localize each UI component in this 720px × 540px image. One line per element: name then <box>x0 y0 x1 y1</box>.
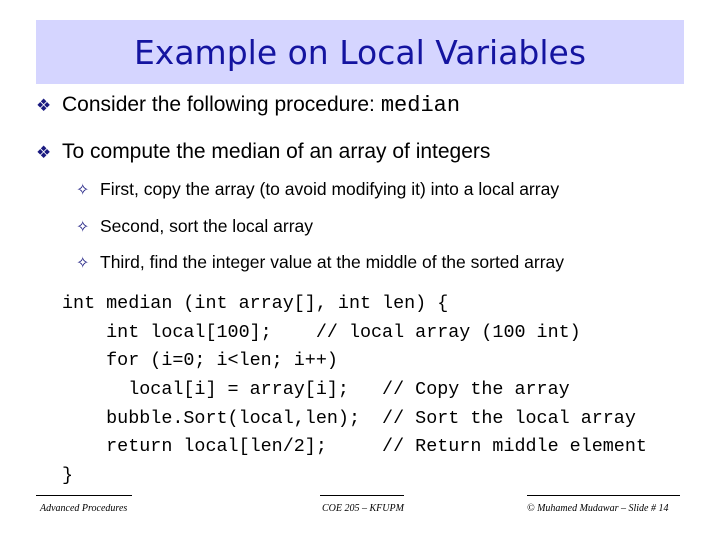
code-line: int median (int array[], int len) { <box>62 293 449 314</box>
code-block <box>62 290 647 491</box>
diamond-bullet-icon: ❖ <box>36 143 52 162</box>
bullet-compute <box>36 140 490 164</box>
sub-bullet-text: Second, sort the local array <box>100 216 314 236</box>
footer-rule-center <box>320 495 404 496</box>
code-line: for (i=0; i<len; i++) <box>62 350 338 372</box>
sub-bullet-third <box>76 252 564 273</box>
code-line: local[i] = array[i]; // Copy the array <box>62 379 570 401</box>
star-bullet-icon: ✧ <box>76 255 90 272</box>
sub-bullet-text: First, copy the array (to avoid modifying it) into a local array <box>100 179 560 199</box>
bullet-code: median <box>380 93 461 118</box>
slide-title: Example on Local Variables <box>133 32 587 72</box>
footer-rule-left <box>36 495 132 496</box>
footer-left: Advanced Procedures <box>40 503 128 514</box>
sub-bullet-second <box>76 216 313 237</box>
code-line: int local[100]; // local array (100 int) <box>62 321 581 343</box>
diamond-bullet-icon: ❖ <box>36 96 52 115</box>
star-bullet-icon: ✧ <box>76 182 90 199</box>
bullet-consider <box>36 93 460 118</box>
bullet-text: Consider the following procedure: <box>62 93 375 116</box>
code-line: } <box>62 465 74 487</box>
sub-bullet-text: Third, find the integer value at the middle of the sorted array <box>100 252 565 272</box>
title-bar <box>36 20 684 84</box>
footer-rule-right <box>527 495 680 496</box>
footer-right: © Muhamed Mudawar – Slide # 14 <box>527 503 669 514</box>
bullet-text: To compute the median of an array of integers <box>62 140 491 163</box>
sub-bullet-first <box>76 179 559 200</box>
code-line: bubble.Sort(local,len); // Sort the local array <box>62 407 636 429</box>
footer-center: COE 205 – KFUPM <box>322 503 404 514</box>
star-bullet-icon: ✧ <box>76 219 90 236</box>
code-line: return local[len/2]; // Return middle element <box>62 436 647 458</box>
